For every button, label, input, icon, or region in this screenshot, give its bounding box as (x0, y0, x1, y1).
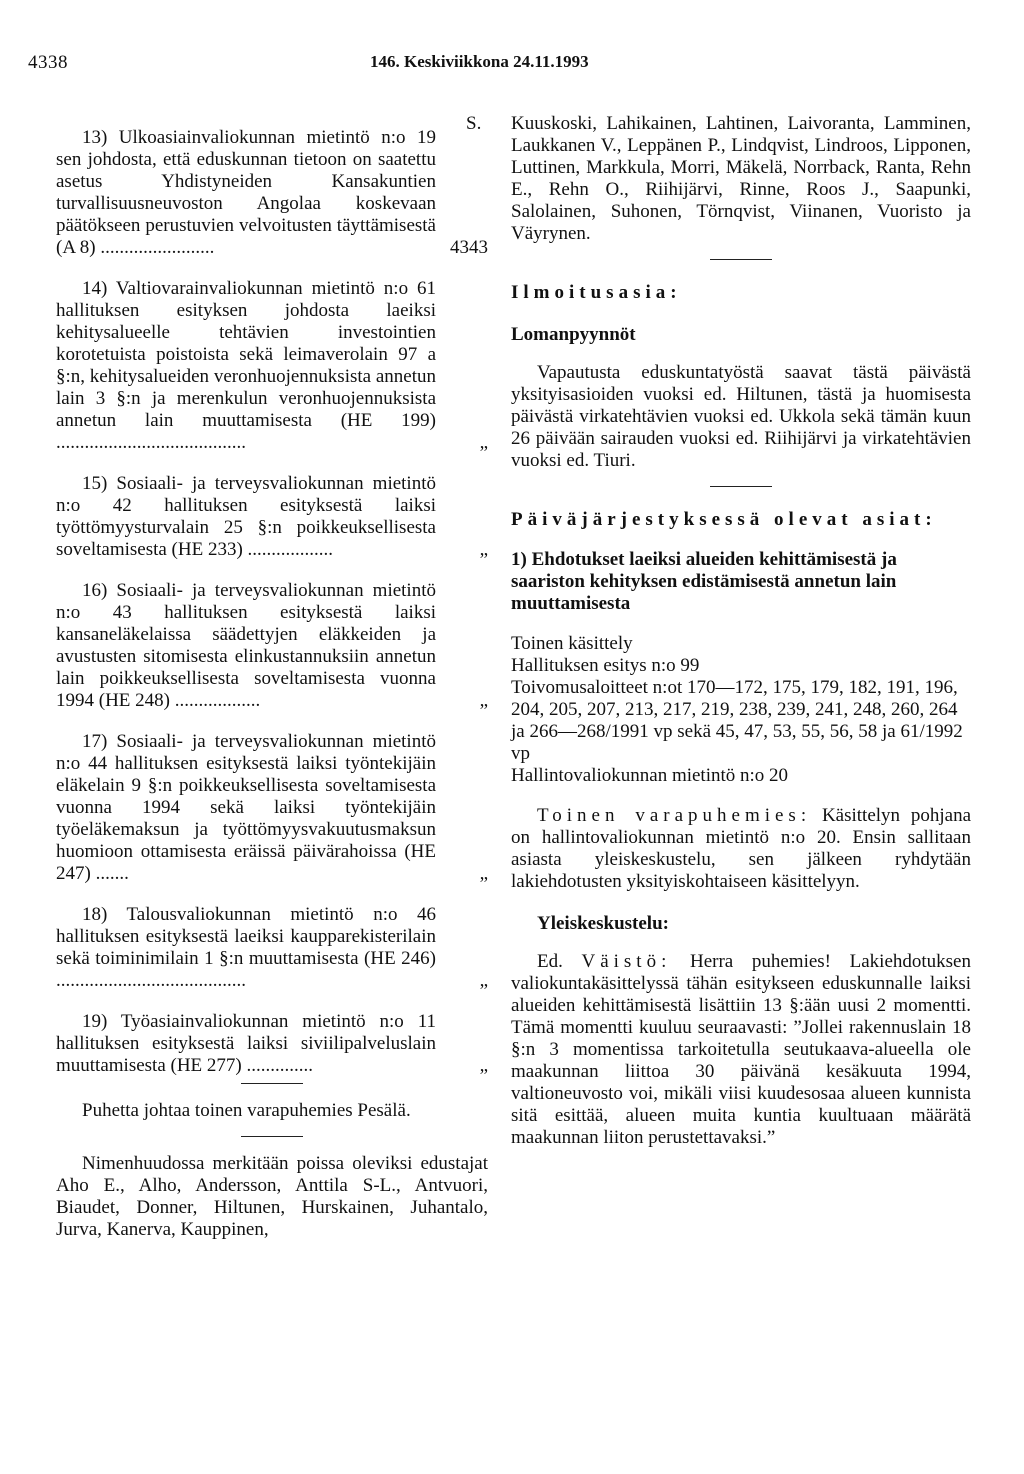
left-column (56, 113, 488, 1255)
speaker-prefix: Ed. (537, 951, 563, 972)
agenda-list-item (56, 731, 488, 885)
section-mark: S. (466, 113, 482, 134)
speaker-name: Toinen varapuhemies: (537, 805, 812, 826)
agenda-list-item (56, 580, 488, 712)
agenda-heading: Päiväjärjestyksessä olevat asiat: (511, 509, 937, 530)
agenda-item-text: 15) Sosiaali- ja terveysvaliokunnan mietintö n:o 42 hallituksen esityksestä laiksi työttömyysturvalain 25 §:n poikkeuksellisesta soveltamisesta (HE 233) .................. (56, 473, 436, 560)
agenda-item-page: „ (479, 863, 488, 884)
agenda-item-text: 13) Ulkoasiainvaliokunnan mietintö n:o 19 sen johdosta, että eduskunnan tietoon on saatettu asetus Yhdistyneiden Kansakuntien turvallisuusneuvoston Angolaa koskevaan päätökseen perustuvien velvoitusten täyttämisestä (A 8) ........................ (56, 127, 436, 258)
agenda-list-item (56, 127, 488, 259)
speech-vaisto (511, 951, 971, 1149)
notices-heading: Ilmoitusasia: (511, 282, 682, 303)
absentee-names-continued: Kuuskoski, Lahikainen, Lahtinen, Laivoranta, Lamminen, Laukkanen V., Leppänen P., Lindqvist, Lindroos, Lipponen, Luttinen, Markkula, Morri, Mäkelä, Norrback, Ranta, Rehn E., Rehn O., Riihijärvi, Rinne, Roos J., Saapunki, Salolainen, Suhonen, Törnqvist, Viinanen, Vuoristo ja Väyrynen. (511, 113, 971, 244)
rollcall-absentees: Nimenhuudossa merkitään poissa oleviksi edustajat Aho E., Alho, Andersson, Anttila S-L., Antvuori, Biaudet, Donner, Hiltunen, Hurskainen, Juhantalo, Jurva, Kanerva, Kauppinen, (56, 1153, 488, 1240)
agenda-list-item (56, 278, 488, 454)
section-divider (241, 1083, 303, 1084)
detail-line: Toinen käsittely (511, 633, 633, 654)
page-number: 4338 (28, 52, 68, 73)
agenda-item-page: „ (479, 1055, 488, 1076)
agenda-item-page: 4343 (450, 237, 488, 258)
leave-requests-text: Vapautusta eduskuntatyöstä saavat tästä päivästä yksityisasioiden vuoksi ed. Hiltunen, tästä ja huomisesta päivästä virkatehtävien vuoksi ed. Ukkola sekä tämän kuun 26 päivään sairauden vuoksi ed. Riihijärvi ja virkatehtävien vuoksi ed. Tiuri. (511, 362, 971, 471)
agenda-list-item (56, 473, 488, 561)
speech-deputy-speaker (511, 805, 971, 893)
running-title: 146. Keskiviikkona 24.11.1993 (370, 52, 589, 71)
agenda-item-text: 16) Sosiaali- ja terveysvaliokunnan mietintö n:o 43 hallituksen esityksestä laiksi kansaneläkelaissa säädettyjen eläkkeiden ja avustusten sitomisesta elinkustannuksiin annetun lain poikkeuksellisesta soveltamisesta vuonna 1994 (HE 248) .................. (56, 580, 436, 711)
agenda-list-item (56, 904, 488, 992)
agenda-item-page: „ (479, 690, 488, 711)
agenda-item-text: 19) Työasiainvaliokunnan mietintö n:o 11 hallituksen esityksestä laiksi siviilipalveluslain muuttamisesta (HE 277) .............. (56, 1011, 436, 1076)
agenda-list-item (56, 1011, 488, 1077)
leave-requests-heading: Lomanpyynnöt (511, 324, 636, 345)
agenda-item-title: 1) Ehdotukset laeiksi alueiden kehittämisestä ja saariston kehityksen edistämisestä annetun lain muuttamisesta (511, 549, 897, 614)
detail-line: Hallintovaliokunnan mietintö n:o 20 (511, 765, 789, 786)
agenda-item-text: 18) Talousvaliokunnan mietintö n:o 46 hallituksen esityksestä laeiksi kaupparekisterilain sekä toiminimilain 1 §:n muuttamisesta (HE 246) ........................................ (56, 904, 436, 991)
section-divider (710, 259, 772, 260)
detail-line: Toivomusaloitteet n:ot 170—172, 175, 179, 182, 191, 196, 204, 205, 207, 213, 217, 219, 238, 239, 241, 248, 260, 264 ja 266—268/1991 vp sekä 45, 47, 53, 55, 56, 58 ja 61/1992 vp (511, 677, 963, 764)
agenda-item-page: „ (479, 432, 488, 453)
agenda-item-page: „ (479, 539, 488, 560)
agenda-item-text: 17) Sosiaali- ja terveysvaliokunnan mietintö n:o 44 hallituksen esityksestä laiksi työntekijäin eläkelain 9 §:n poikkeuksellisesta soveltamisesta vuonna 1994 sekä laiksi työntekijäin työeläkemaksun ja työttömyysvakuutusmaksun huomioon ottamisesta eräissä päivärahoissa (HE 247) ....... (56, 731, 436, 884)
agenda-item-text: 14) Valtiovarainvaliokunnan mietintö n:o 61 hallituksen esityksen johdosta laeiksi kehitysalueelle tehtävien investointien korotetuista poistoista sekä leimaverolain 97 a §:n, kehitysalueiden veronhuojennuksista annetun lain 3 §:n ja merenkulun veronhuojennuksista annetun lain muuttamisesta (HE 199) ........................................ (56, 278, 436, 453)
chair-statement: Puhetta johtaa toinen varapuhemies Pesälä. (82, 1100, 411, 1121)
detail-line: Hallituksen esitys n:o 99 (511, 655, 700, 676)
speaker-name: Väistö: (581, 951, 672, 972)
general-debate-heading: Yleiskeskustelu: (537, 913, 669, 934)
speech-text: Herra puhemies! Lakiehdotuksen valiokuntakäsittelyssä tähän esitykseen eduskunnalle laiksi alueiden kehittämisestä lisättiin 13 §:ään uusi 2 momentti. Tämä momentti kuuluu seuraavasti: ”Jollei rakennuslain 18 §:n 3 momentissa tarkoitetulla seutukaava-alueella ole maakunnan liittoa 30 päivänä kesäkuuta 1994, valtioneuvosto voi, mikäli viisi kuudesosaa alueen kunnista sitä esittää, alueen muita kuntia kuultuaan määrätä maakunnan liiton perustettavaksi.” (511, 951, 971, 1148)
agenda-item-page: „ (479, 970, 488, 991)
section-divider (710, 486, 772, 487)
section-divider (241, 1136, 303, 1137)
agenda-item-details (511, 633, 971, 787)
speech-text: Käsittelyn pohjana on hallintovaliokunnan mietintö n:o 20. Ensin sallitaan asiasta yleiskeskustelu, sen jälkeen ryhdytään lakiehdotusten yksityiskohtaiseen käsittelyyn. (511, 805, 972, 892)
